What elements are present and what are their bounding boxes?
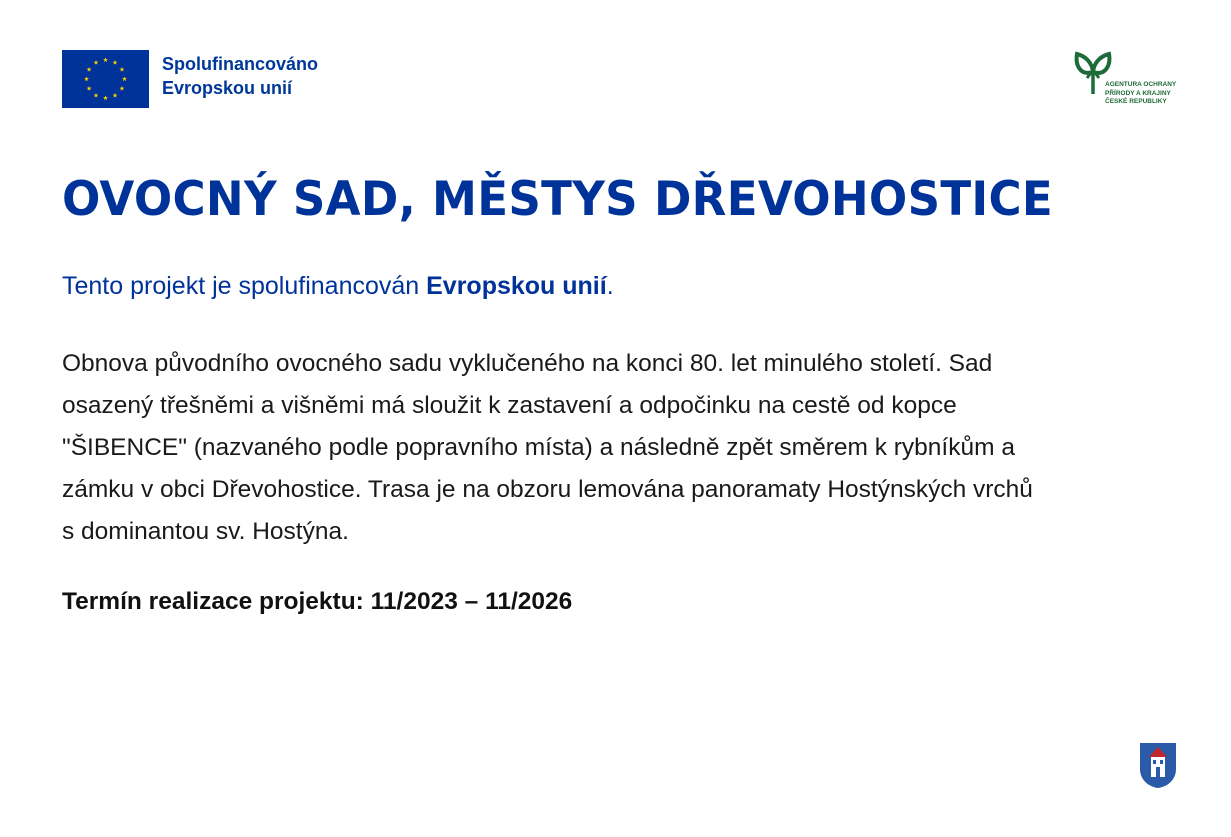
- municipal-coat-of-arms-icon: [1138, 741, 1178, 789]
- description-line: zámku v obci Dřevohostice. Trasa je na obzoru lemována panoramaty Hostýnských vrchů: [62, 476, 1033, 503]
- aopk-line2: PŘÍRODY A KRAJINY: [1105, 89, 1171, 97]
- description-line: s dominantou sv. Hostýna.: [62, 518, 349, 545]
- aopk-line1: AGENTURA OCHRANY: [1105, 81, 1177, 88]
- project-description: [62, 343, 1182, 553]
- aopk-logo: [1073, 48, 1188, 118]
- eu-logo-text: [162, 52, 318, 100]
- page-title: OVOCNÝ SAD, MĚSTYS DŘEVOHOSTICE: [62, 172, 1054, 227]
- lead-suffix: .: [606, 272, 614, 300]
- eu-logo-line1: Spolufinancováno: [162, 54, 319, 74]
- lead-bold: Evropskou unií: [426, 272, 607, 300]
- eu-flag-icon: [62, 50, 149, 108]
- eu-cofinancing-logo: [62, 50, 318, 108]
- description-line: osazený třešněmi a višněmi má sloužit k zastavení a odpočinku na cestě od kopce: [62, 392, 957, 419]
- lead-prefix: Tento projekt je spolufinancován: [62, 272, 427, 300]
- description-line: "ŠIBENCE" (nazvaného podle popravního místa) a následně zpět směrem k rybníkům a: [62, 434, 1015, 461]
- cofinancing-statement: [62, 272, 614, 301]
- aopk-logo-text: [1105, 81, 1176, 107]
- aopk-line3: ČESKÉ REPUBLIKY: [1105, 98, 1167, 105]
- project-term: Termín realizace projektu: 11/2023 – 11/2026: [62, 588, 573, 615]
- eu-logo-line2: Evropskou unií: [162, 78, 293, 98]
- description-line: Obnova původního ovocného sadu vyklučeného na konci 80. let minulého století. Sad: [62, 350, 993, 377]
